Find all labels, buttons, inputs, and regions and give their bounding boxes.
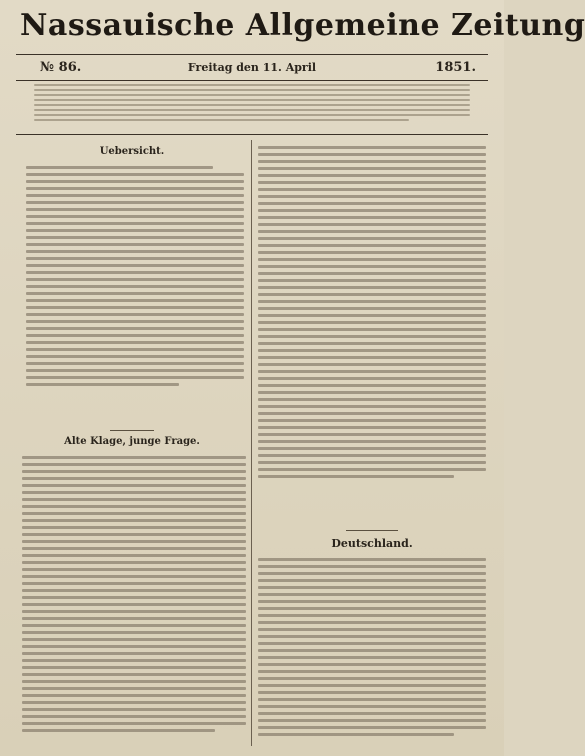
overview-heading: Uebersicht. [99, 146, 165, 157]
masthead-rule [16, 54, 488, 55]
article-heading: Alte Klage, junge Frage. [64, 436, 200, 447]
right-column-text-block [258, 146, 486, 482]
article-text-block [22, 456, 246, 736]
germany-text-block [258, 558, 486, 740]
issue-number: № 86. [40, 60, 82, 75]
germany-heading: Deutschland. [331, 537, 413, 550]
dateline-rule [16, 80, 488, 81]
imprint-rule [16, 134, 488, 135]
overview-text-block [26, 166, 244, 390]
imprint-text-block [34, 84, 470, 124]
dateline [18, 58, 486, 78]
section-rule [110, 430, 154, 431]
section-rule [346, 530, 398, 531]
column-divider [251, 140, 252, 746]
issue-date: Freitag den 11. April [187, 61, 317, 74]
newspaper-masthead: Nassauische Allgemeine Zeitung [20, 8, 585, 43]
issue-year: 1851. [435, 60, 476, 75]
